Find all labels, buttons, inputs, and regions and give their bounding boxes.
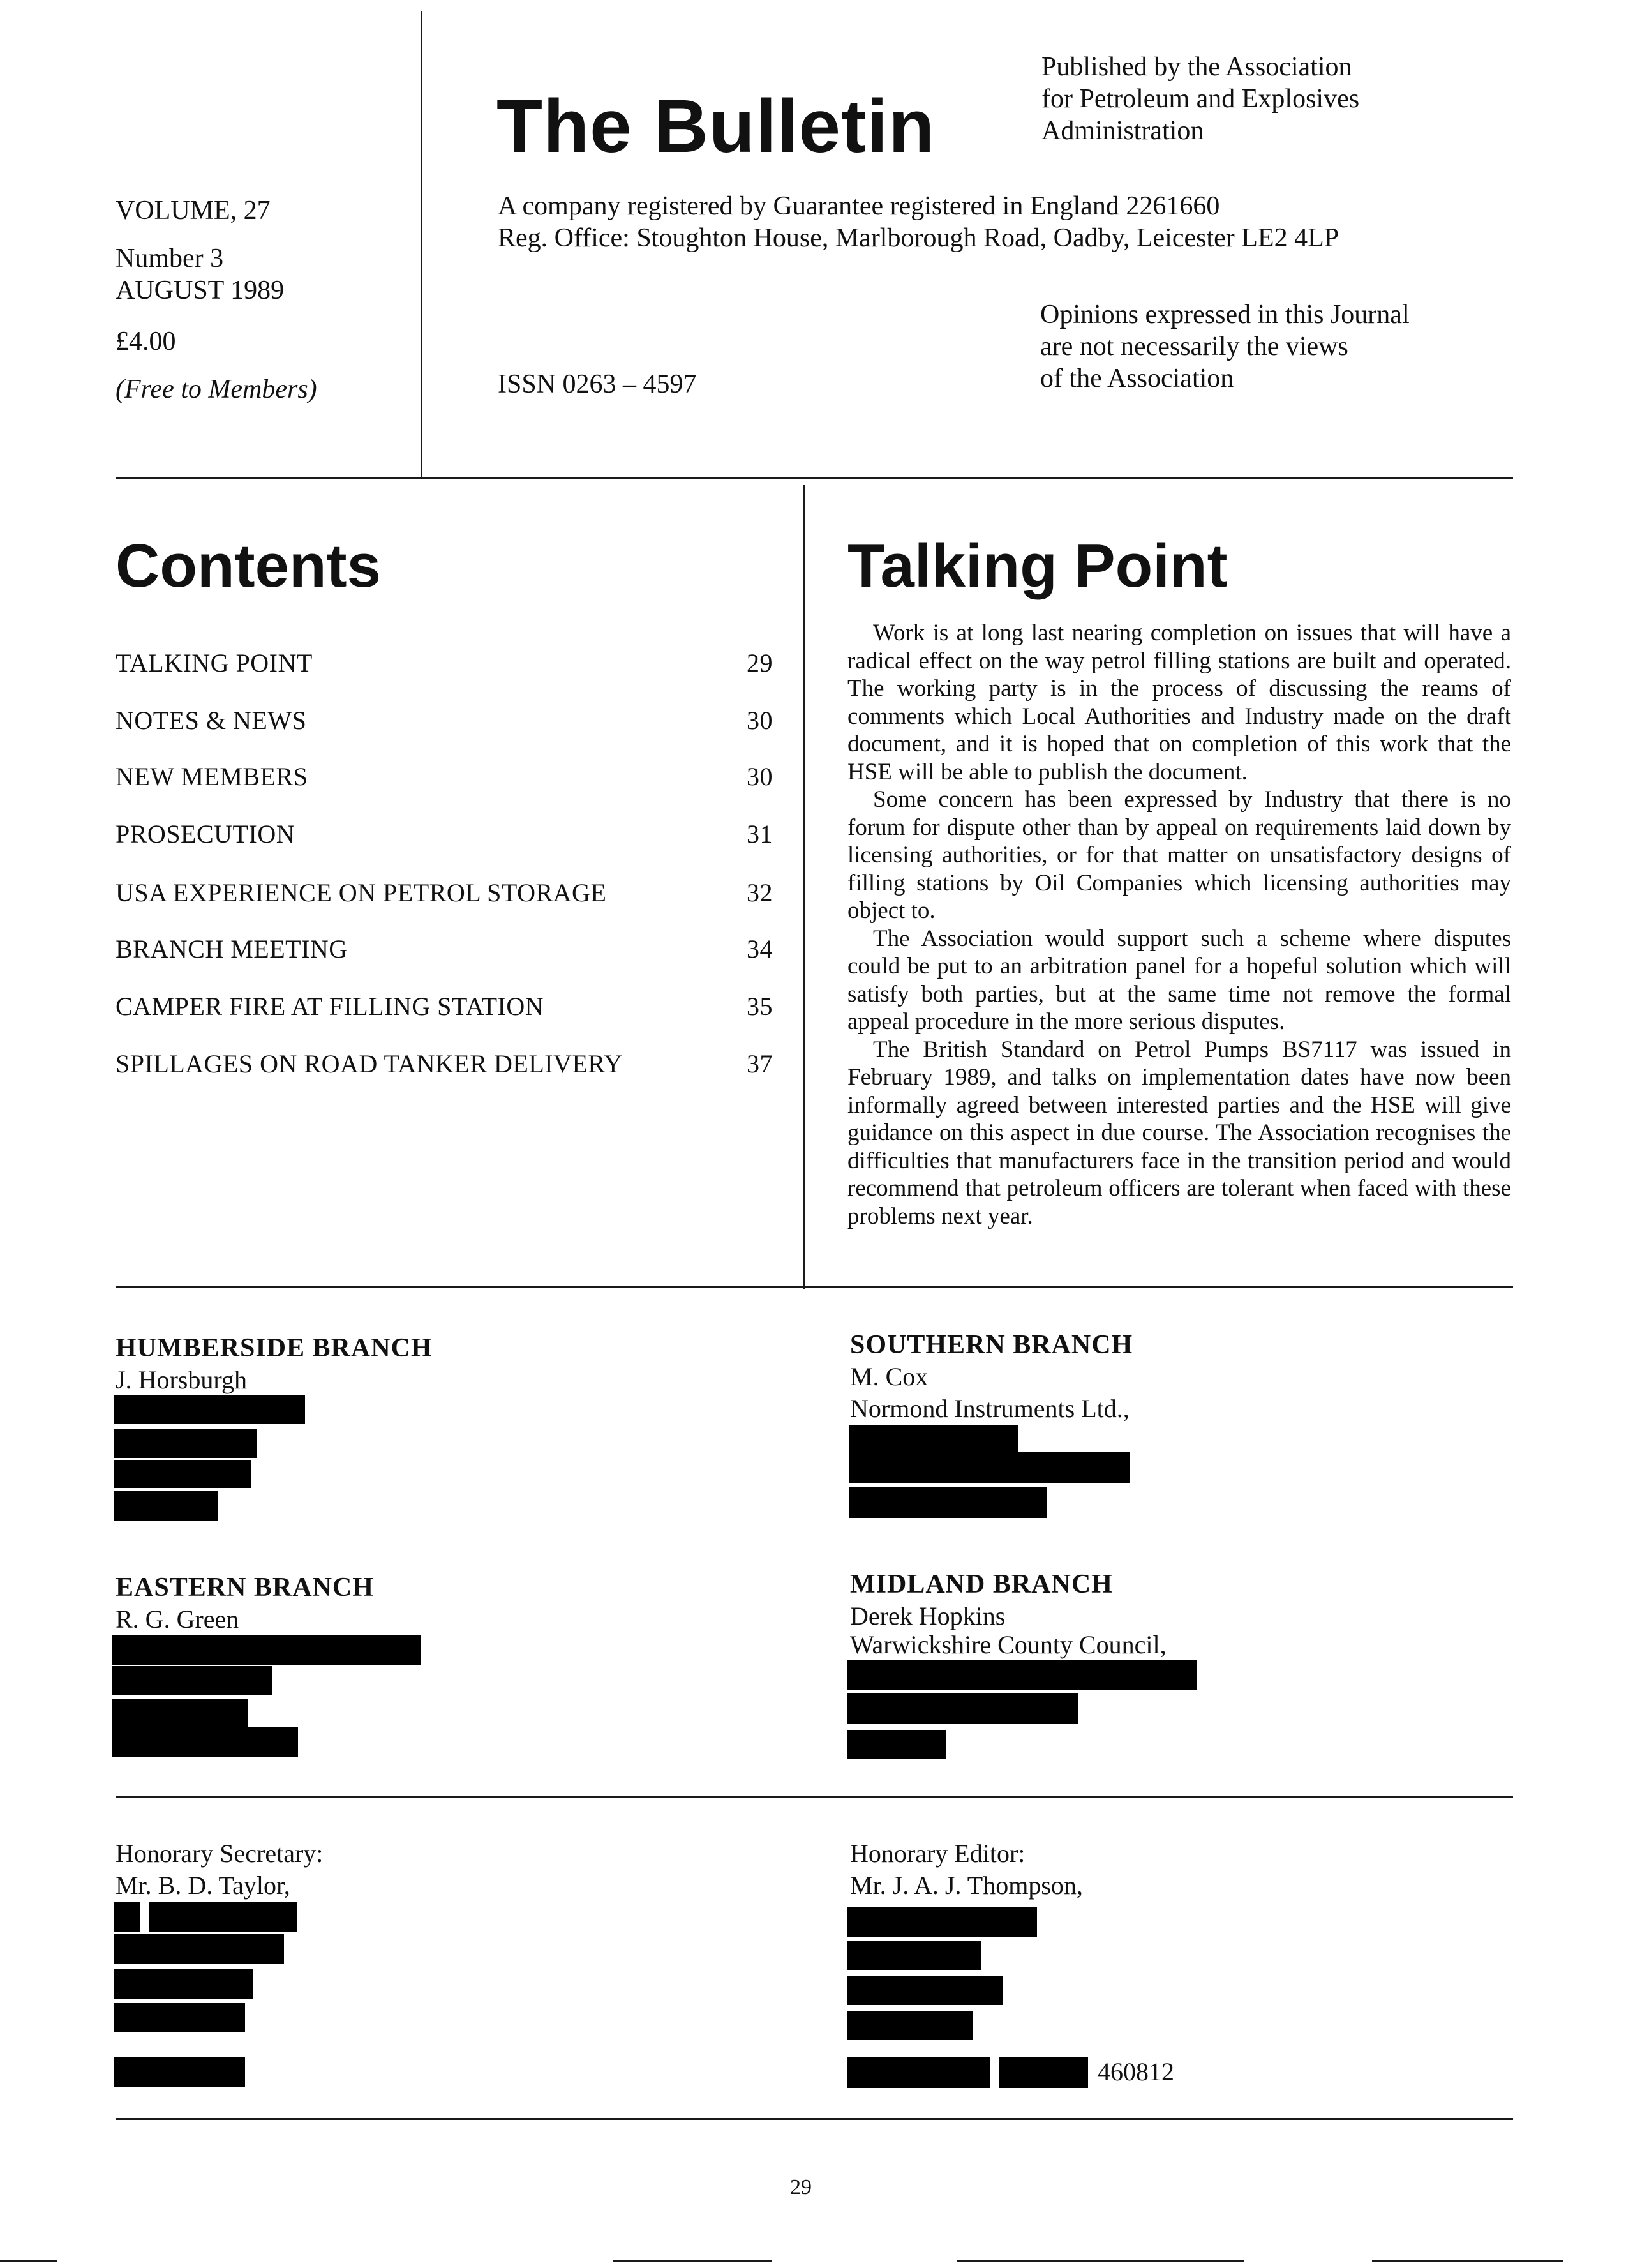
toc-item-page: 37 xyxy=(747,1049,773,1078)
toc-item-label: CAMPER FIRE AT FILLING STATION xyxy=(116,992,544,1021)
southern-contact-org: Normond Instruments Ltd., xyxy=(850,1394,1130,1423)
toc-item-label: NOTES & NEWS xyxy=(116,706,307,735)
southern-contact-name: M. Cox xyxy=(850,1362,929,1391)
toc-item-page: 31 xyxy=(747,820,773,848)
registration-line: A company registered by Guarantee registered in England 2261660 xyxy=(498,192,1220,221)
issue-price: £4.00 xyxy=(116,327,176,356)
redacted-block xyxy=(847,2011,973,2040)
redacted-block xyxy=(847,1941,981,1970)
redacted-block xyxy=(114,2003,245,2032)
contents-heading: Contents xyxy=(116,532,381,600)
toc-item-page: 30 xyxy=(747,706,773,735)
branches-bottom-rule xyxy=(116,1796,1513,1798)
scan-edge-mark xyxy=(1372,2260,1563,2262)
toc-item-label: BRANCH MEETING xyxy=(116,935,348,963)
eastern-contact-name: R. G. Green xyxy=(116,1605,239,1633)
southern-branch-title: SOUTHERN BRANCH xyxy=(850,1330,1133,1360)
redacted-block xyxy=(849,1425,1018,1455)
publication-title: The Bulletin xyxy=(496,84,936,169)
talking-point-paragraph: Some concern has been expressed by Industry that there is no forum for dispute other than by appeal on requirements laid down by licensing authorities, or for that matter on unsatisfactory designs of filling stations by Oil Companies which licensing authorities may object to. xyxy=(847,786,1511,924)
talking-point-paragraph: The Association would support such a scheme where disputes could be put to an arbitration panel for a hopeful solution which will satisfy both parties, but at the same time not remove the formal appeal procedure in the more serious disputes. xyxy=(847,925,1511,1035)
issue-date: AUGUST 1989 xyxy=(116,276,285,305)
registration-line: Reg. Office: Stoughton House, Marlborough Road, Oadby, Leicester LE2 4LP xyxy=(498,223,1339,253)
redacted-block xyxy=(112,1666,272,1695)
issn-number: ISSN 0263 – 4597 xyxy=(498,370,697,399)
disclaimer-line: of the Association xyxy=(1040,364,1234,393)
redacted-block xyxy=(114,1902,140,1932)
humberside-contact-name: J. Horsburgh xyxy=(116,1365,247,1394)
talking-point-paragraph: The British Standard on Petrol Pumps BS7117 was issued in February 1989, and talks on implementation dates have now been informally agreed between interested parties and the HSE will give guidance on this aspect in due course. The Association recognises the difficulties that manufacturers face in the transition period and would recommend that petroleum officers are tolerant when faced with these problems next year. xyxy=(847,1036,1511,1229)
talking-point-body xyxy=(847,619,1511,1230)
toc-item-page: 32 xyxy=(747,878,773,907)
redacted-block xyxy=(847,1660,1197,1690)
talking-point-paragraph: Work is at long last nearing completion on issues that will have a radical effect on the way petrol filling stations are built and operated. The working party is in the process of discussing the reams of comments which Local Authorities and Industry made on the draft document, and it is hoped that on completion of this work that the HSE will be able to publish the document. xyxy=(847,620,1511,785)
redacted-block xyxy=(847,2057,990,2088)
redacted-block xyxy=(849,1487,1047,1518)
redacted-block xyxy=(112,1727,298,1757)
toc-item-page: 30 xyxy=(747,762,773,791)
opinions-disclaimer xyxy=(1040,299,1410,394)
toc-item-label: USA EXPERIENCE ON PETROL STORAGE xyxy=(116,878,607,907)
redacted-block xyxy=(114,1969,253,1999)
redacted-block xyxy=(847,1693,1078,1724)
redacted-block xyxy=(114,1491,218,1521)
humberside-branch-title: HUMBERSIDE BRANCH xyxy=(116,1333,433,1363)
header-vertical-rule xyxy=(421,11,422,479)
midland-contact-name: Derek Hopkins xyxy=(850,1602,1006,1630)
redacted-block xyxy=(999,2057,1088,2088)
scan-edge-mark xyxy=(0,2260,57,2262)
toc-item-page: 34 xyxy=(747,935,773,963)
eastern-branch-title: EASTERN BRANCH xyxy=(116,1573,374,1602)
secretary-role: Honorary Secretary: xyxy=(116,1839,324,1868)
registration-details xyxy=(498,190,1339,254)
redacted-block xyxy=(114,1429,257,1458)
redacted-block xyxy=(112,1635,421,1665)
editor-phone-suffix: 460812 xyxy=(1098,2057,1174,2086)
redacted-block xyxy=(849,1452,1130,1483)
price-note: (Free to Members) xyxy=(116,375,317,404)
redacted-block xyxy=(847,1907,1037,1937)
publisher-line: for Petroleum and Explosives xyxy=(1041,84,1360,114)
contents-vertical-rule xyxy=(803,485,805,1289)
redacted-block xyxy=(149,1902,297,1932)
redacted-block xyxy=(114,1460,251,1488)
editor-name: Mr. J. A. J. Thompson, xyxy=(850,1871,1083,1900)
disclaimer-line: Opinions expressed in this Journal xyxy=(1040,300,1410,329)
redacted-block xyxy=(847,1730,946,1759)
midland-contact-org: Warwickshire County Council, xyxy=(850,1630,1167,1659)
disclaimer-line: are not necessarily the views xyxy=(1040,332,1348,361)
scan-edge-mark xyxy=(613,2260,772,2262)
volume-label: VOLUME, 27 xyxy=(116,196,271,225)
midland-branch-title: MIDLAND BRANCH xyxy=(850,1570,1113,1599)
toc-item-label: NEW MEMBERS xyxy=(116,762,308,791)
header-bottom-rule xyxy=(116,477,1513,479)
editor-role: Honorary Editor: xyxy=(850,1839,1026,1868)
contents-bottom-rule xyxy=(116,1286,1513,1288)
redacted-block xyxy=(112,1699,248,1728)
issue-number: Number 3 xyxy=(116,244,224,273)
toc-item-label: SPILLAGES ON ROAD TANKER DELIVERY xyxy=(116,1049,623,1078)
redacted-block xyxy=(847,1976,1003,2005)
redacted-block xyxy=(114,1934,284,1964)
redacted-block xyxy=(114,2057,245,2087)
publisher-line: Administration xyxy=(1041,116,1204,146)
page-number: 29 xyxy=(790,2175,812,2199)
toc-item-page: 29 xyxy=(747,649,773,677)
secretary-name: Mr. B. D. Taylor, xyxy=(116,1871,290,1900)
talking-point-heading: Talking Point xyxy=(847,532,1228,600)
publisher-statement xyxy=(1041,51,1359,147)
toc-item-label: PROSECUTION xyxy=(116,820,295,848)
scan-edge-mark xyxy=(957,2260,1244,2262)
publisher-line: Published by the Association xyxy=(1041,52,1352,82)
toc-item-page: 35 xyxy=(747,992,773,1021)
officers-bottom-rule xyxy=(116,2118,1513,2120)
redacted-block xyxy=(114,1395,305,1424)
toc-item-label: TALKING POINT xyxy=(116,649,313,677)
